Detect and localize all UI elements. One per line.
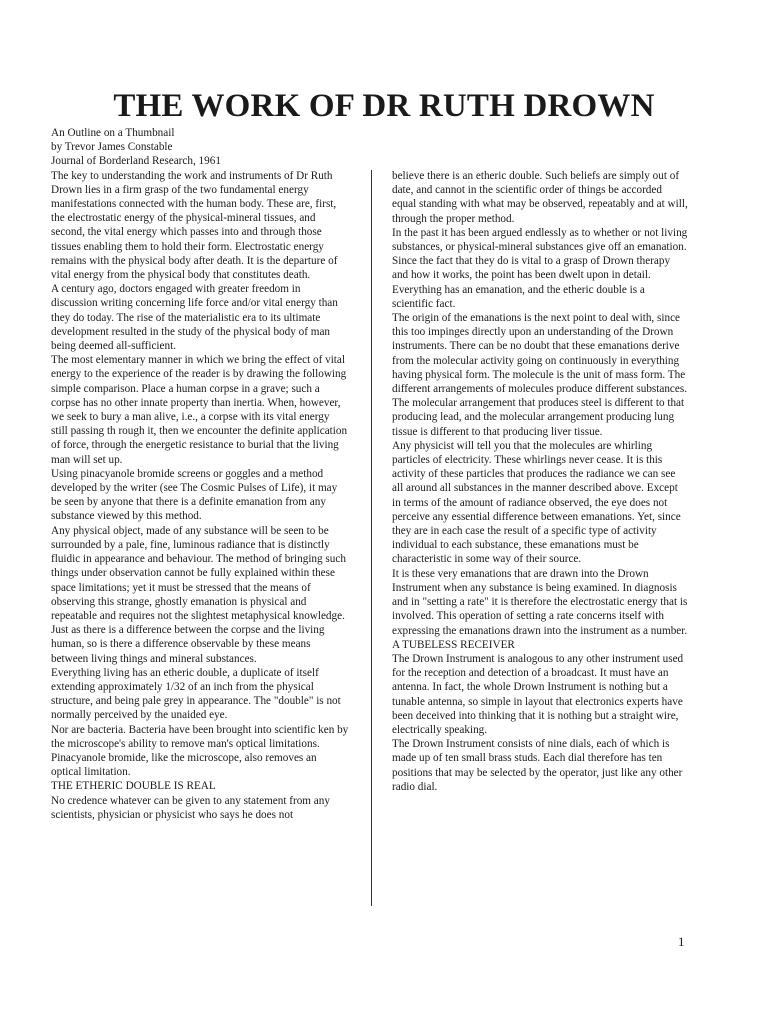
paragraph: No credence whatever can be given to any statement from any scientists, physician or physicist who says he does not [51,794,330,821]
paragraph: The Drown Instrument consists of nine dials, each of which is made up of ten small brass studs. Each dial therefore has ten positions that may be selected by the operator, just like any other radio dial. [392,738,683,793]
section-heading: A TUBELESS RECEIVER [392,638,515,651]
paragraph: Any physicist will tell you that the molecules are whirling particles of electricity. These whirlings never cease. It is this activity of these particles that produces the radiance we can see all around all substances in the manner described above. Except in terms of the amount of radiance observed, the eye does not perceive any essential difference between emanations. Yet, since they are in each case the result of a specific type of activity individual to each substance, these emanations must be characteristic in some way of their source. [392,439,681,566]
section-heading: THE ETHERIC DOUBLE IS REAL [51,780,216,793]
source-line: Journal of Borderland Research, 1961 [51,155,221,168]
paragraph: It is these very emanations that are drawn into the Drown Instrument when any substance is being examined. In diagnosis and in "setting a rate" it is therefore the electrostatic energy that is involved. This operation of setting a rate concerns itself with expressing the emanations drawn into the instrument as a number. [392,567,688,637]
left-column [51,126,349,822]
document-title: THE WORK OF DR RUTH DROWN [113,88,655,124]
paragraph: In the past it has been argued endlessly as to whether or not living substances, or physical-mineral substances give off an emanation. Since the fact that they do is vital to a grasp of Drown therapy and how it works, the point has been dwelt upon in detail. Everything has an emanation, and the etheric double is a scientific fact. [392,226,688,310]
paragraph: The origin of the emanations is the next point to deal with, since this too impinges directly upon an understanding of the Drown instruments. There can be no doubt that these emanations derive from the molecular activity going on continuously in everything having physical form. The molecule is the unit of mass form. The different arrangements of molecules produce different substances. The molecular arrangement that produces steel is different to that producing lead, and the molecular arrangement producing lung tissue is different to that producing liver tissue. [392,312,688,438]
paragraph: Nor are bacteria. Bacteria have been brought into scientific ken by the microscope's ability to remove man's optical limitations. Pinacyanole bromide, like the microscope, also removes an optical limitation. [51,723,349,779]
paragraph: A century ago, doctors engaged with greater freedom in discussion writing concerning life force and/or vital energy than they do today. The rise of the materialistic era to its ultimate development resulted in the study of the physical body of man being deemed all-sufficient. [51,283,338,353]
paragraph: The Drown Instrument is analogous to any other instrument used for the reception and detection of a broadcast. It must have an antenna. In fact, the whole Drown Instrument is nothing but a tunable antenna, so simple in layout that electronics experts have been deceived into thinking that it is nothing but a straight wire, electrically speaking. [392,652,684,736]
column-divider [371,170,372,906]
paragraph: believe there is an etheric double. Such beliefs are simply out of date, and cannot in the scientific order of things be accorded equal standing with what may be observed, repeatably and at will, through the proper method. [392,170,688,225]
page-number: 1 [678,934,685,949]
author-line: by Trevor James Constable [51,141,173,154]
paragraph: The most elementary manner in which we bring the effect of vital energy to the experience of the reader is by drawing the following simple comparison. Place a human corpse in a grave; such a corpse has no other innate property than inertia. When, however, we seek to bury a man alive, i.e., a corpse with its vital energy still passing th rough it, then we encounter the definite application of force, through the energetic resistance to burial that the living man will set up. [51,354,348,466]
subtitle: An Outline on a Thumbnail [51,127,175,139]
paragraph: Everything living has an etheric double, a duplicate of itself extending approximately 1/32 of an inch from the physical structure, and being pale grey in appearance. The "double" is not normally perceived by the unaided eye. [51,666,341,722]
paragraph: Just as there is a difference between the corpse and the living human, so is there a difference observable by these means between living things and mineral substances. [51,624,325,665]
paragraph: Any physical object, made of any substance will be seen to be surrounded by a pale, fine, luminous radiance that is distinctly fluidic in appearance and behaviour. The method of bringing such things under observation cannot be fully explained within these space limitations; yet it must be stressed that the means of observing this strange, ghostly emanation is physical and repeatable and requires not the slightest metaphysical knowledge. [51,524,346,622]
paragraph: The key to understanding the work and instruments of Dr Ruth Drown lies in a firm grasp of the two fundamental energy manifestations connected with the human body. These are, first, the electrostatic energy of the physical-mineral tissues, and second, the vital energy which passes into and through those tissues enabling them to hold their form. Electrostatic energy remains with the physical body after death. It is the departure of vital energy from the physical body that constitutes death. [51,169,338,282]
paragraph: Using pinacyanole bromide screens or goggles and a method developed by the writer (see The Cosmic Pulses of Life), it may be seen by anyone that there is a definite emanation from any substance viewed by this method. [51,467,338,523]
right-column [392,169,688,794]
